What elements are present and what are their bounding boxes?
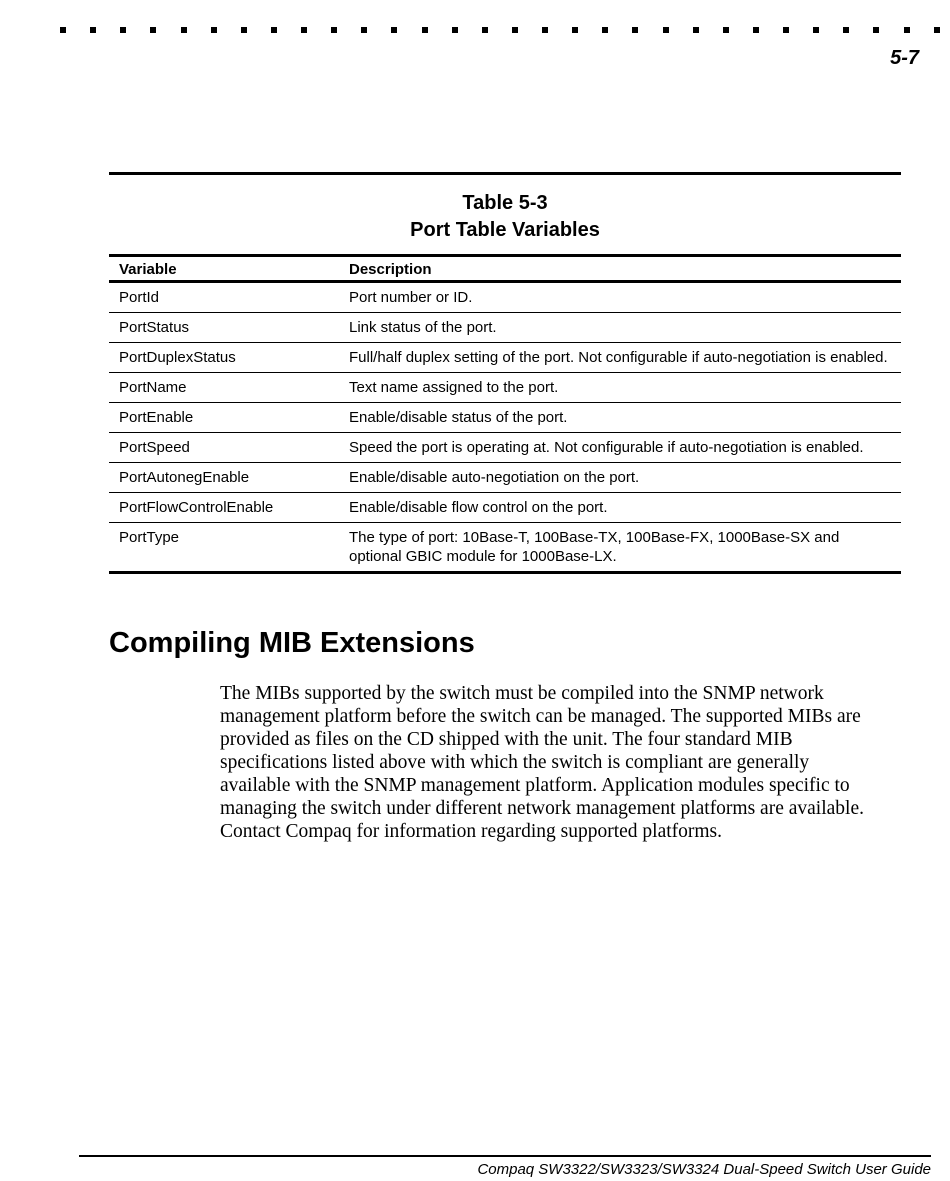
table-row — [109, 343, 901, 373]
table-row — [109, 282, 901, 313]
cell-description: Enable/disable auto-negotiation on the port. — [339, 463, 901, 493]
header-dot — [482, 27, 488, 33]
cell-variable: PortType — [109, 523, 339, 573]
header-dot — [572, 27, 578, 33]
cell-variable: PortSpeed — [109, 433, 339, 463]
cell-description: Enable/disable status of the port. — [339, 403, 901, 433]
header-dot — [723, 27, 729, 33]
header-dot — [542, 27, 548, 33]
header-dot — [632, 27, 638, 33]
header-dot — [241, 27, 247, 33]
table-body — [109, 282, 901, 573]
header-dot — [120, 27, 126, 33]
cell-description: Port number or ID. — [339, 282, 901, 313]
cell-description: Text name assigned to the port. — [339, 373, 901, 403]
cell-variable: PortFlowControlEnable — [109, 493, 339, 523]
header-dot — [602, 27, 608, 33]
header-dot — [271, 27, 277, 33]
cell-description: The type of port: 10Base-T, 100Base-TX, 100Base-FX, 1000Base-SX and optional GBIC module for 1000Base-LX. — [339, 523, 901, 573]
column-header-variable: Variable — [109, 256, 339, 282]
table-top-rule — [109, 172, 901, 175]
cell-description: Full/half duplex setting of the port. Not configurable if auto-negotiation is enabled. — [339, 343, 901, 373]
table-row — [109, 373, 901, 403]
table-row — [109, 403, 901, 433]
cell-variable: PortStatus — [109, 313, 339, 343]
header-dot — [90, 27, 96, 33]
header-dot — [512, 27, 518, 33]
cell-variable: PortEnable — [109, 403, 339, 433]
header-dot — [753, 27, 759, 33]
table-header-row — [109, 256, 901, 282]
header-dot — [60, 27, 66, 33]
footer-rule — [79, 1155, 931, 1157]
table-row — [109, 463, 901, 493]
cell-variable: PortAutonegEnable — [109, 463, 339, 493]
cell-description: Link status of the port. — [339, 313, 901, 343]
header-dot — [181, 27, 187, 33]
table-number: Table 5-3 — [462, 192, 548, 214]
table-row — [109, 493, 901, 523]
table-row — [109, 313, 901, 343]
header-dot — [843, 27, 849, 33]
footer-text: Compaq SW3322/SW3323/SW3324 Dual-Speed Switch User Guide — [477, 1161, 931, 1178]
section-heading: Compiling MIB Extensions — [109, 627, 475, 659]
header-dot — [934, 27, 940, 33]
header-dot — [150, 27, 156, 33]
cell-variable: PortId — [109, 282, 339, 313]
header-dot — [361, 27, 367, 33]
header-dot — [873, 27, 879, 33]
header-dot — [391, 27, 397, 33]
cell-variable: PortDuplexStatus — [109, 343, 339, 373]
header-dot — [422, 27, 428, 33]
cell-description: Speed the port is operating at. Not configurable if auto-negotiation is enabled. — [339, 433, 901, 463]
table-title: Port Table Variables — [410, 219, 600, 241]
body-paragraph: The MIBs supported by the switch must be compiled into the SNMP network management platform before the switch can be managed. The supported MIBs are provided as files on the CD shipped with the unit. The four standard MIB specifications listed above with which the switch is compliant are generally available with the SNMP management platform. Application modules specific to managing the switch under different network management platforms are available. Contact Compaq for information regarding supported platforms. — [220, 683, 864, 842]
header-dot — [783, 27, 789, 33]
port-table — [109, 254, 901, 574]
column-header-description: Description — [339, 256, 901, 282]
cell-description: Enable/disable flow control on the port. — [339, 493, 901, 523]
header-dot-row — [60, 25, 940, 35]
header-dot — [452, 27, 458, 33]
table-caption — [109, 190, 901, 244]
header-dot — [693, 27, 699, 33]
table-row — [109, 523, 901, 573]
table-row — [109, 433, 901, 463]
header-dot — [211, 27, 217, 33]
page-number: 5-7 — [890, 47, 919, 69]
header-dot — [331, 27, 337, 33]
header-dot — [813, 27, 819, 33]
cell-variable: PortName — [109, 373, 339, 403]
header-dot — [663, 27, 669, 33]
header-dot — [301, 27, 307, 33]
header-dot — [904, 27, 910, 33]
